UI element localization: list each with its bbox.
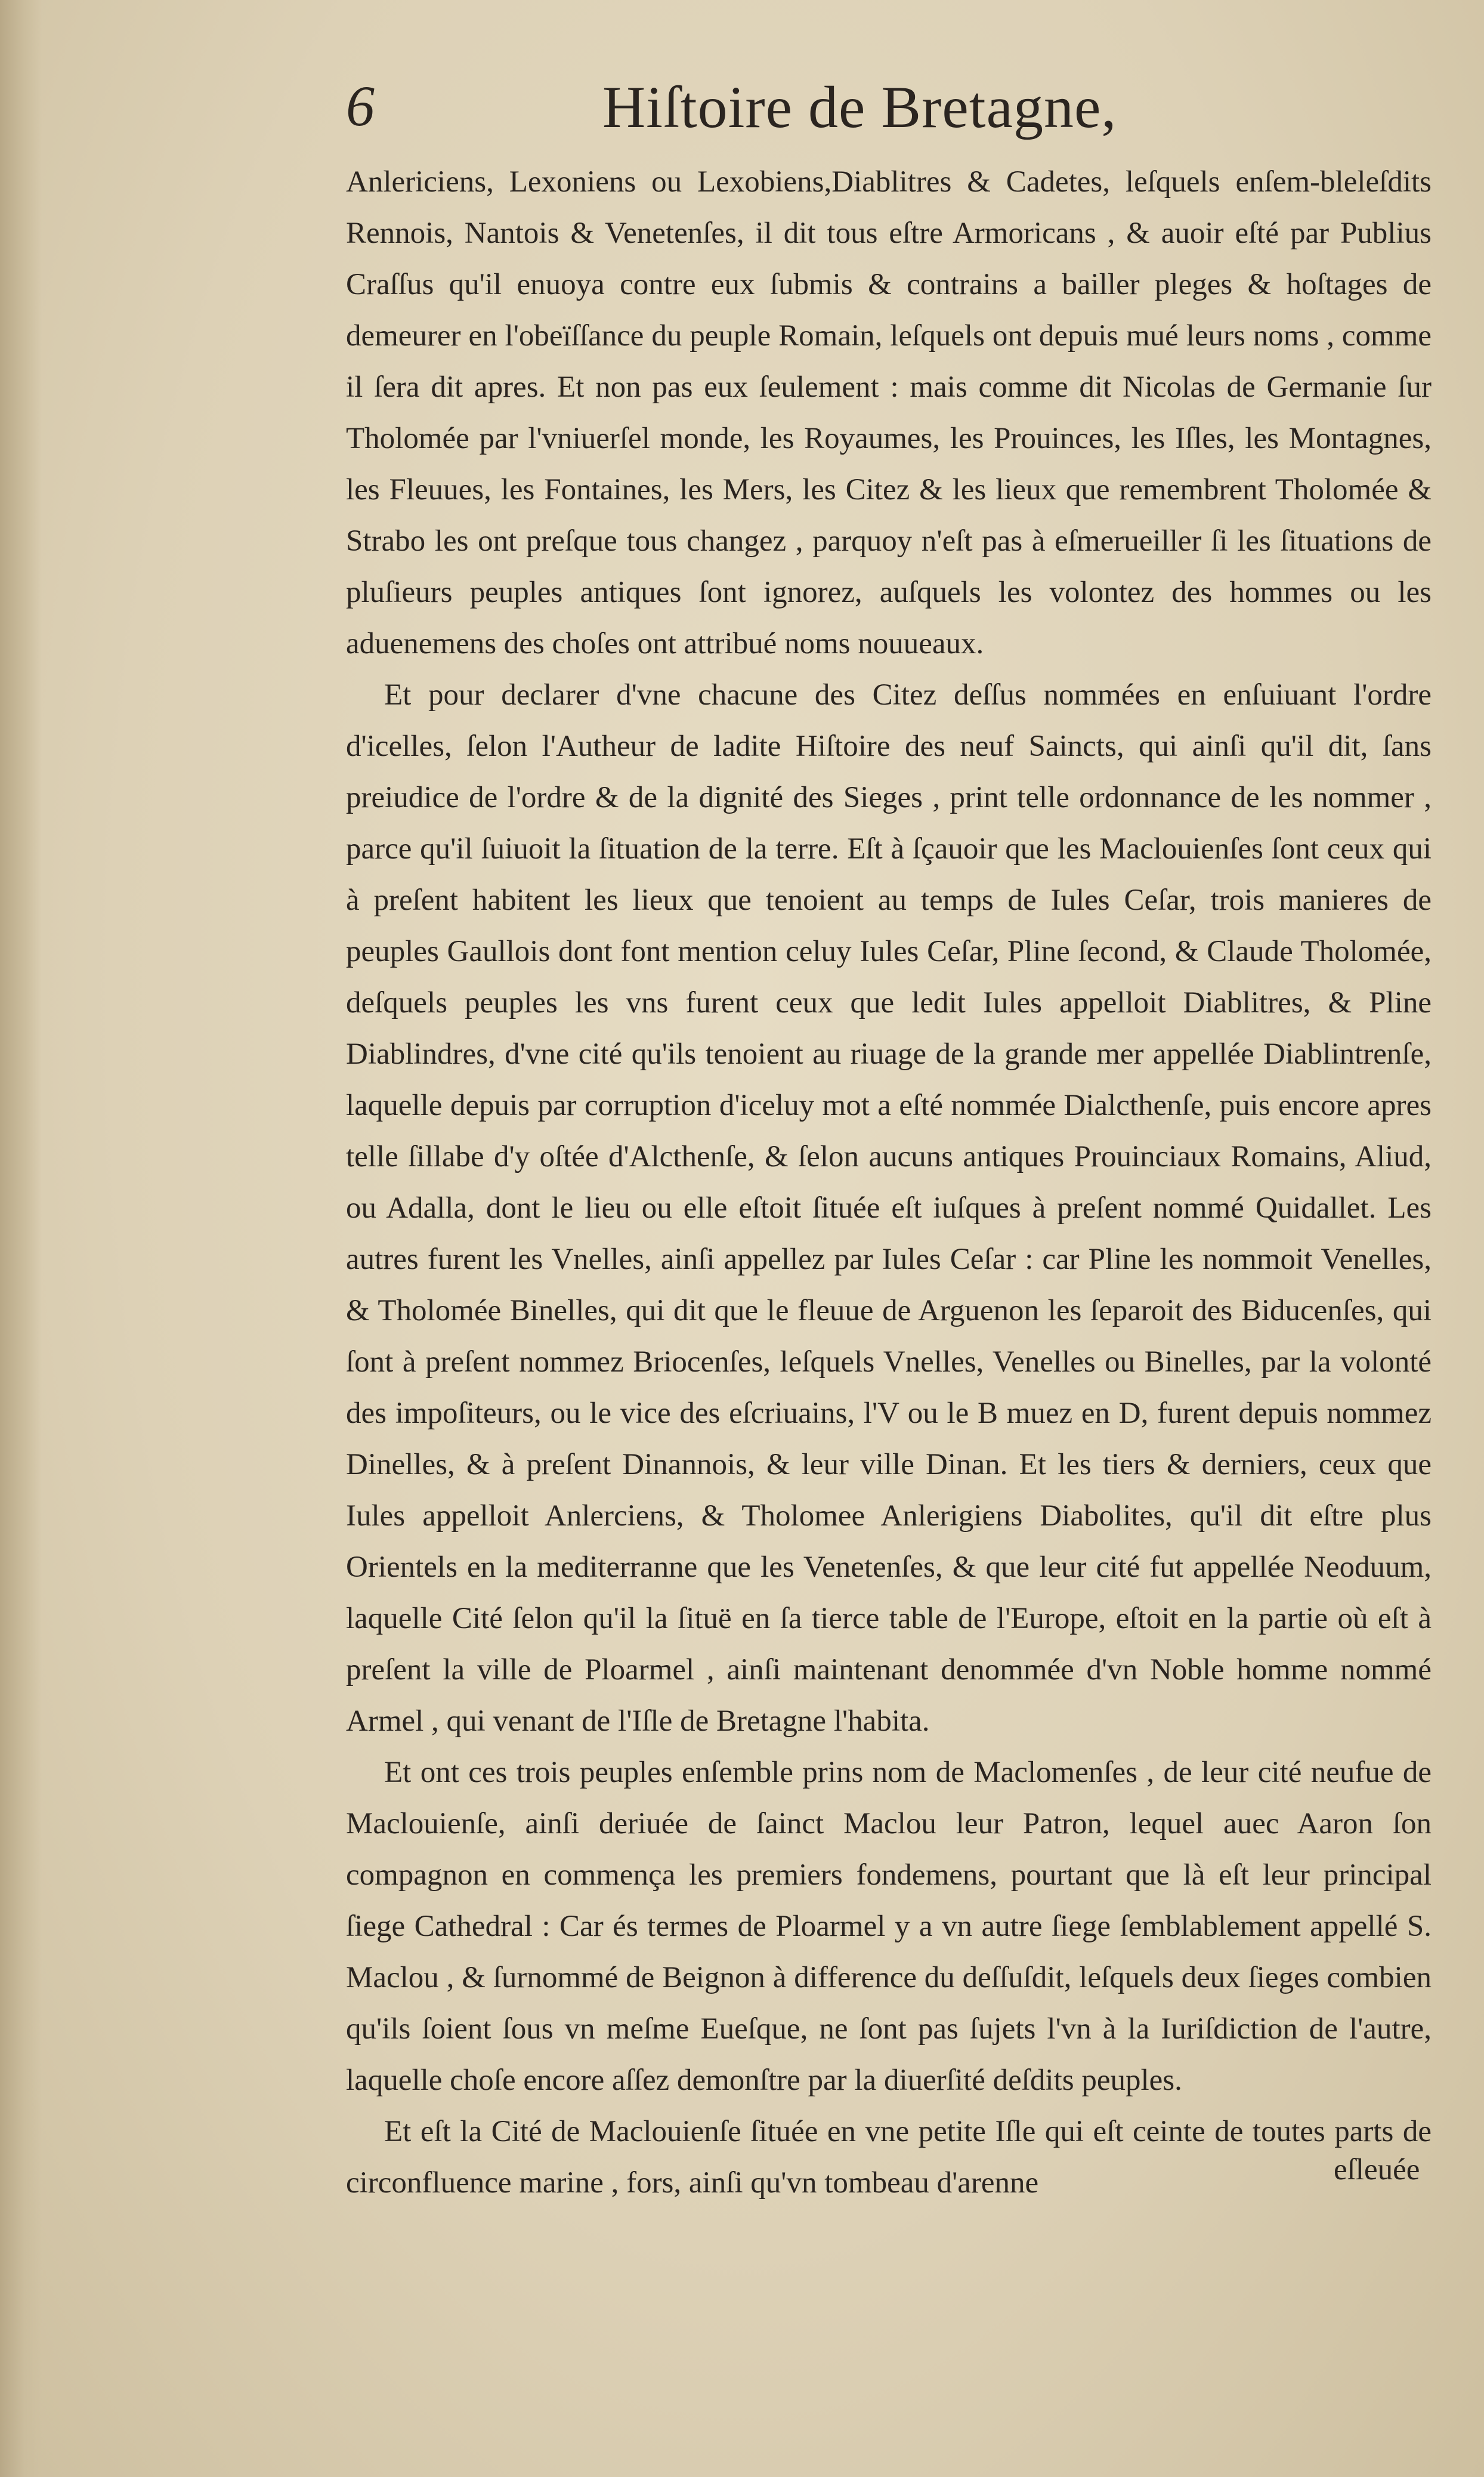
- paragraph-2: Et pour declarer d'vne chacune des Citez deſſus nommées en enſuiuant l'ordre d'icelles, ſelon l'Autheur de ladite Hiſtoire des neuf Saincts, qui ainſi qu'il dit, ſans preiudice de l'ordre & de la dignité des Sieges , print telle ordonnance de les nommer , parce qu'il ſuiuoit la ſituation de la terre. Eſt à ſçauoir que les Maclouienſes ſont ceux qui à preſent habitent les lieux que tenoient au temps de Iules Ceſar, trois manieres de peuples Gaullois dont font mention celuy Iules Ceſar, Pline ſecond, & Claude Tholomée, deſquels peuples les vns furent ceux que ledit Iules appelloit Diablitres, & Pline Diablindres, d'vne cité qu'ils tenoient au riuage de la grande mer appellée Diablintrenſe, laquelle depuis par corruption d'iceluy mot a eſté nommée Dialcthenſe, puis encore apres telle ſillabe d'y oſtée d'Alcthenſe, & ſelon aucuns antiques Prouinciaux Romains, Aliud, ou Adalla, dont le lieu ou elle eſtoit ſituée eſt iuſques à preſent nommé Quidallet. Les autres furent les Vnelles, ainſi appellez par Iules Ceſar : car Pline les nommoit Venelles, & Tholomée Binelles, qui dit que le fleuue de Arguenon les ſeparoit des Biducenſes, qui ſont à preſent nommez Briocenſes, leſquels Vnelles, Venelles ou Binelles, par la volonté des impoſiteurs, ou le vice des eſcriuains, l'V ou le B muez en D, furent depuis nommez Dinelles, & à preſent Dinannois, & leur ville Dinan. Et les tiers & derniers, ceux que Iules appelloit Anlerciens, & Tholomee Anlerigiens Diabolites, qu'il dit eſtre plus Orientels en la mediterranne que les Venetenſes, & que leur cité fut appellée Neoduum, laquelle Cité ſelon qu'il la ſituë en ſa tierce table de l'Europe, eſtoit en la partie où eſt à preſent la ville de Ploarmel , ainſi maintenant denommée d'vn Noble homme nommé Armel , qui venant de l'Iſle de Bretagne l'habita.: [346, 678, 1432, 1738]
- catchword: eſleuée: [1334, 2153, 1420, 2186]
- paragraph-4: Et eſt la Cité de Maclouienſe ſituée en vne petite Iſle qui eſt ceinte de toutes parts de circonfluence marine , fors, ainſi qu'vn tombeau d'arenne: [346, 2115, 1432, 2200]
- page-body: [346, 156, 1432, 2209]
- running-title: Hiſtoire de Bretagne,: [602, 74, 1117, 140]
- page-number: 6: [346, 74, 375, 138]
- page-header: [0, 74, 1484, 155]
- paragraph-3: Et ont ces trois peuples enſemble prins nom de Maclomenſes , de leur cité neufue de Maclouienſe, ainſi deriuée de ſainct Maclou leur Patron, lequel auec Aaron ſon compagnon en commença les premiers fondemens, pourtant que là eſt leur principal ſiege Cathedral : Car és termes de Ploarmel y a vn autre ſiege ſemblablement appellé S. Maclou , & ſurnommé de Beignon à difference du deſſuſdit, leſquels deux ſieges combien qu'ils ſoient ſous vn meſme Eueſque, ne ſont pas ſujets l'vn à la Iuriſdiction de l'autre, laquelle choſe encore aſſez demonſtre par la diuerſité deſdits peuples.: [346, 1756, 1432, 2097]
- paragraph-1: Anlericiens, Lexoniens ou Lexobiens,Diablitres & Cadetes, leſquels enſem-bleleſdits Rennois, Nantois & Venetenſes, il dit tous eſtre Armoricans , & auoir eſté par Publius Craſſus qu'il enuoya contre eux ſubmis & contrains a bailler pleges & hoſtages de demeurer en l'obeïſſance du peuple Romain, leſquels ont depuis mué leurs noms , comme il ſera dit apres. Et non pas eux ſeulement : mais comme dit Nicolas de Germanie ſur Tholomée par l'vniuerſel monde, les Royaumes, les Prouinces, les Iſles, les Montagnes, les Fleuues, les Fontaines, les Mers, les Citez & les lieux que remembrent Tholomée & Strabo les ont preſque tous changez , parquoy n'eſt pas à eſmerueiller ſi les ſituations de pluſieurs peuples antiques ſont ignorez, auſquels les volontez des hommes ou les aduenemens des choſes ont attribué noms nouueaux.: [346, 165, 1432, 660]
- binding-gutter: [0, 0, 42, 2477]
